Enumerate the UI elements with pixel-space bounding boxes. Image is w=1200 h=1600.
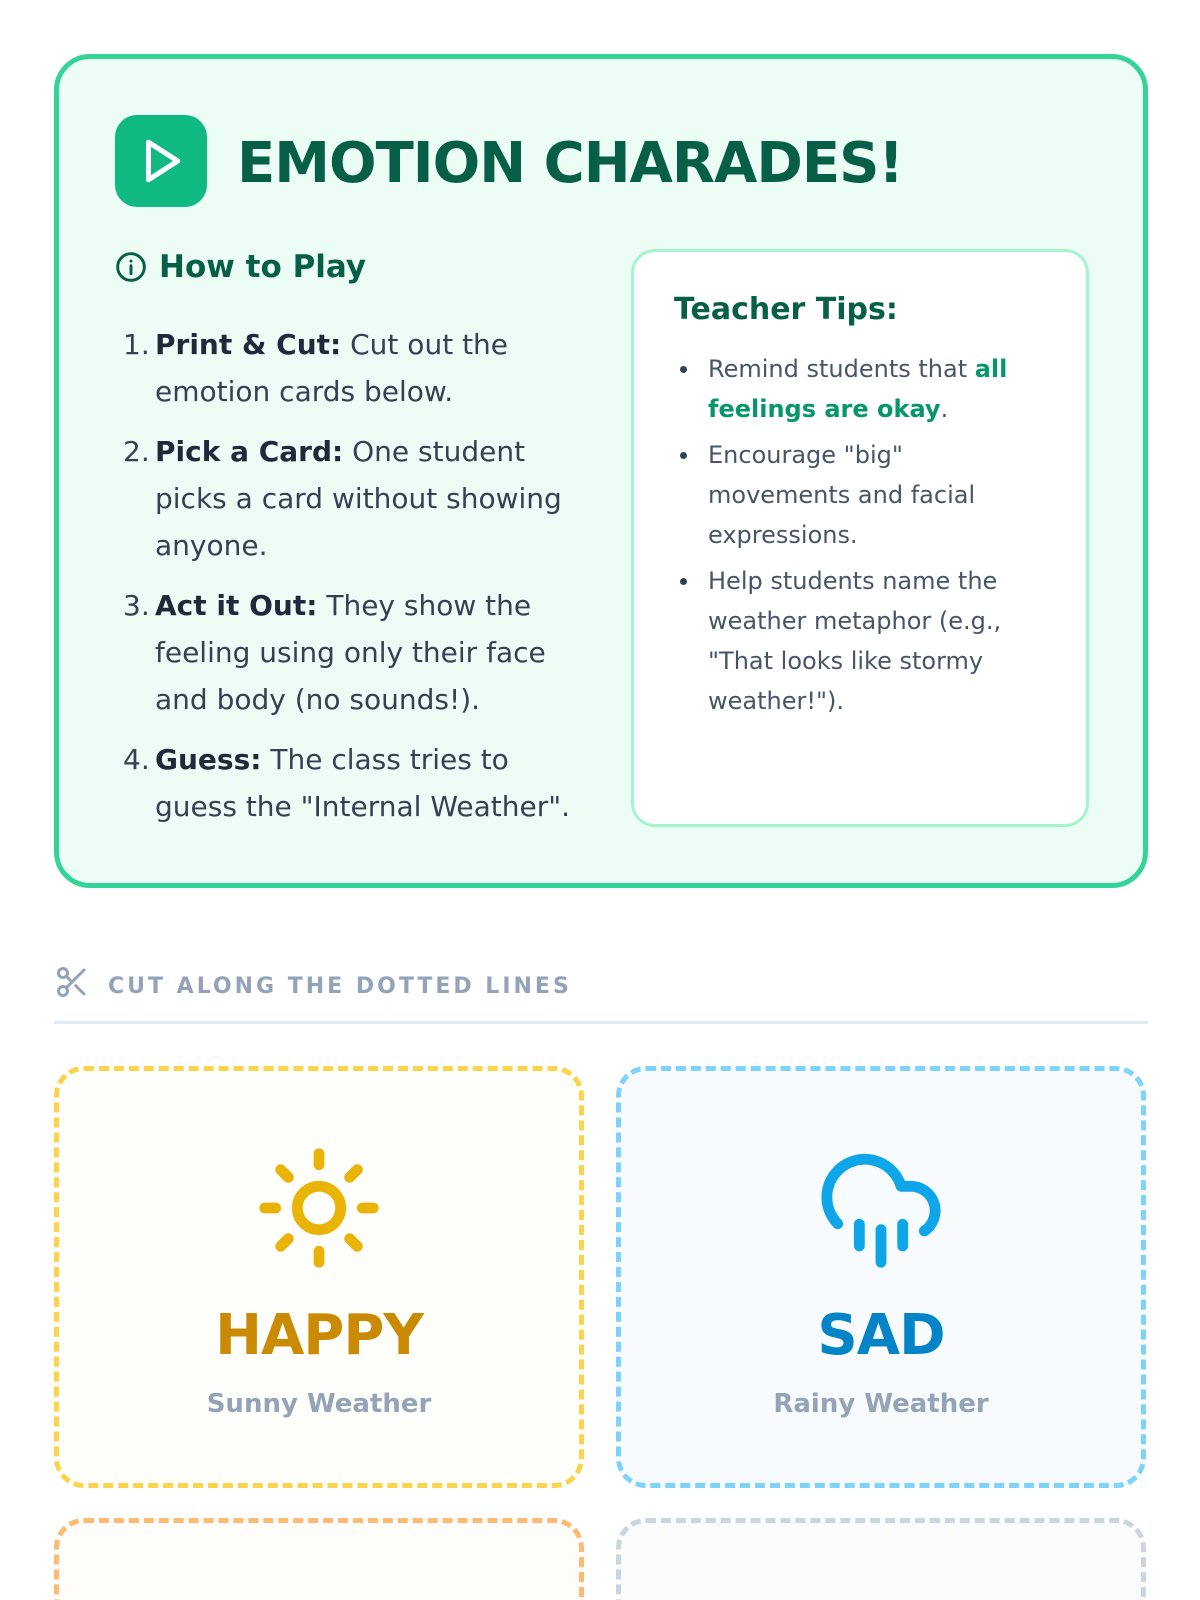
how-to-play-label: How to Play — [159, 249, 367, 285]
step-item — [123, 321, 583, 415]
step-item — [123, 736, 583, 830]
teacher-tips-box — [631, 249, 1089, 827]
info-icon — [115, 251, 147, 283]
play-icon — [136, 136, 186, 186]
step-text — [155, 582, 583, 723]
emotion-card-partial — [616, 1518, 1146, 1600]
step-description: Cut out the emotion cards below. — [155, 328, 509, 408]
step-number: 3. — [123, 589, 150, 622]
step-number: 1. — [123, 328, 150, 361]
step-number: 4. — [123, 743, 150, 776]
emotion-charades-card — [54, 54, 1148, 888]
scissors-icon — [54, 964, 90, 1000]
step-text — [155, 428, 583, 569]
cut-line-divider — [54, 964, 1148, 1024]
emotion-name: HAPPY — [215, 1303, 423, 1368]
emotion-card-partial — [54, 1518, 584, 1600]
step-label: Pick a Card: — [155, 435, 344, 468]
tip-item — [674, 349, 1050, 429]
emotion-weather: Rainy Weather — [773, 1389, 989, 1419]
step-text — [155, 321, 583, 415]
page-title: EMOTION CHARADES! — [237, 131, 903, 196]
tip-emphasis: all feelings are okay — [708, 355, 1008, 423]
sun-icon — [254, 1143, 384, 1273]
step-description: They show the feeling using only their face and body (no sounds!). — [155, 589, 546, 716]
cut-line-label: CUT ALONG THE DOTTED LINES — [108, 974, 572, 999]
step-number: 2. — [123, 435, 150, 468]
steps-list — [123, 321, 583, 843]
emotion-name: SAD — [817, 1303, 945, 1368]
rain-cloud-icon — [816, 1143, 946, 1273]
tip-text-end: . — [940, 395, 949, 423]
how-to-play-heading — [115, 249, 366, 285]
step-label: Print & Cut: — [155, 328, 342, 361]
step-text — [155, 736, 583, 830]
step-label: Act it Out: — [155, 589, 318, 622]
teacher-tips-title: Teacher Tips: — [674, 292, 898, 327]
tip-text: Remind students that — [708, 355, 975, 383]
emotion-card-happy — [54, 1066, 584, 1488]
step-description: One student picks a card without showing anyone. — [155, 435, 562, 562]
emotion-card-sad — [616, 1066, 1146, 1488]
tip-item: Encourage "big" movements and facial expressions. — [674, 435, 1050, 555]
step-item — [123, 428, 583, 569]
step-description: The class tries to guess the "Internal Weather". — [155, 743, 571, 823]
step-label: Guess: — [155, 743, 262, 776]
teacher-tips-list — [674, 349, 1050, 721]
emotion-weather: Sunny Weather — [206, 1389, 432, 1419]
tip-item: Help students name the weather metaphor (e.g., "That looks like stormy weather!"). — [674, 561, 1050, 721]
play-badge — [115, 115, 207, 207]
step-item — [123, 582, 583, 723]
